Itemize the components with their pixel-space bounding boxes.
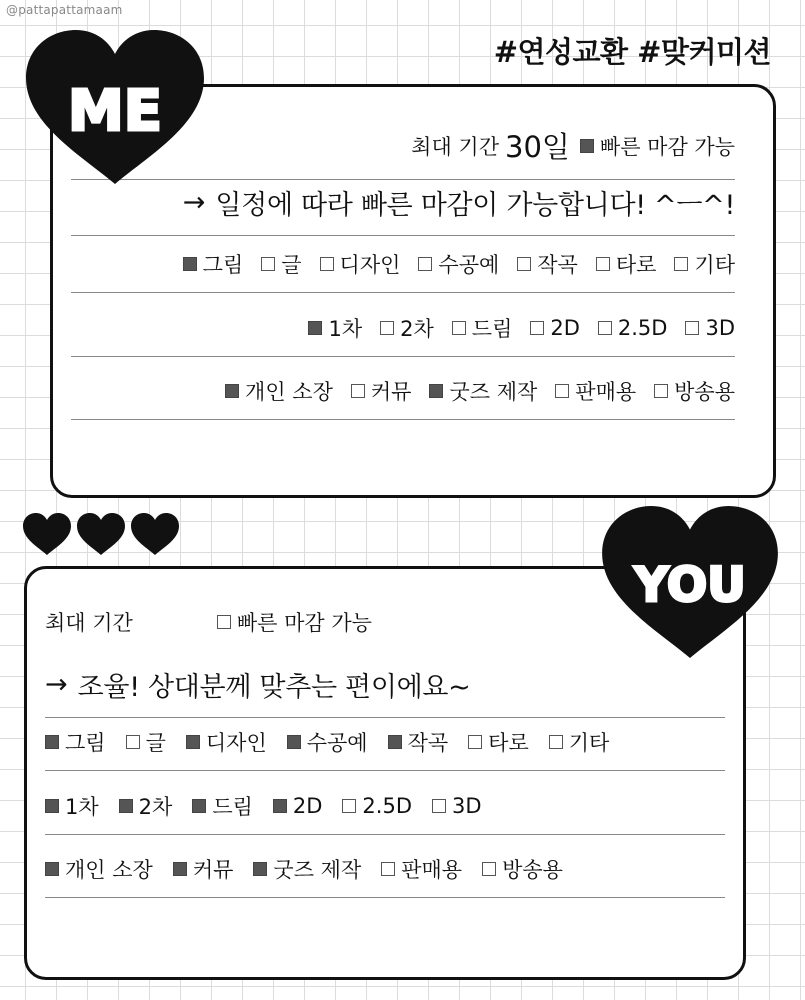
option-label: 글 bbox=[281, 253, 302, 277]
option-item[interactable] bbox=[45, 854, 153, 884]
option-item[interactable] bbox=[530, 316, 580, 340]
option-item[interactable] bbox=[674, 249, 735, 279]
option-label: 판매용 bbox=[401, 858, 463, 882]
option-item[interactable] bbox=[418, 249, 499, 279]
checkbox-icon[interactable] bbox=[45, 862, 59, 876]
you-period-label: 최대 기간 bbox=[45, 611, 133, 635]
option-label: 2차 bbox=[400, 317, 434, 341]
you-sources-row bbox=[45, 791, 725, 821]
option-item[interactable] bbox=[381, 854, 462, 884]
checkbox-icon[interactable] bbox=[596, 257, 610, 271]
checkbox-icon[interactable] bbox=[45, 735, 59, 749]
watermark: @pattapattamaam bbox=[6, 3, 123, 17]
option-item[interactable] bbox=[225, 376, 333, 406]
checkbox-icon[interactable] bbox=[183, 257, 197, 271]
option-item[interactable] bbox=[596, 249, 657, 279]
heart-icon bbox=[22, 512, 72, 556]
page-title: #연성교환 #맞커미션 bbox=[493, 35, 771, 69]
checkbox-icon[interactable] bbox=[418, 257, 432, 271]
me-sources-row bbox=[71, 313, 735, 343]
arrow-icon: → bbox=[45, 669, 68, 700]
option-item[interactable] bbox=[685, 316, 735, 340]
option-label: 굿즈 제작 bbox=[449, 380, 538, 404]
option-label: 방송용 bbox=[502, 858, 563, 882]
me-period-label: 최대 기간 bbox=[411, 134, 499, 159]
option-label: 2.5D bbox=[362, 794, 412, 818]
option-label: 작곡 bbox=[407, 731, 449, 755]
checkbox-icon[interactable] bbox=[119, 799, 133, 813]
option-item[interactable] bbox=[253, 854, 361, 884]
option-item[interactable] bbox=[468, 727, 529, 757]
option-label: 글 bbox=[145, 731, 166, 755]
checkbox-icon[interactable] bbox=[654, 384, 668, 398]
option-item[interactable] bbox=[555, 376, 636, 406]
option-item[interactable] bbox=[261, 249, 301, 279]
option-label: 기타 bbox=[694, 253, 735, 277]
checkbox-icon[interactable] bbox=[261, 257, 275, 271]
option-item[interactable] bbox=[45, 791, 99, 821]
option-item[interactable] bbox=[183, 249, 244, 279]
checkbox-icon[interactable] bbox=[555, 384, 569, 398]
option-label: 디자인 bbox=[339, 253, 401, 277]
option-item[interactable] bbox=[549, 727, 610, 757]
heart-icon bbox=[76, 512, 126, 556]
arrow-icon: → bbox=[182, 187, 206, 218]
option-item[interactable] bbox=[45, 727, 106, 757]
option-item[interactable] bbox=[119, 791, 173, 821]
option-item[interactable] bbox=[517, 249, 578, 279]
checkbox-icon[interactable] bbox=[380, 321, 394, 335]
checkbox-icon[interactable] bbox=[225, 384, 239, 398]
checkbox-icon[interactable] bbox=[530, 321, 544, 335]
checkbox-icon[interactable] bbox=[429, 384, 443, 398]
option-label: 수공예 bbox=[438, 253, 500, 277]
option-label: 수공예 bbox=[306, 731, 368, 755]
option-label: 개인 소장 bbox=[245, 380, 333, 404]
option-item[interactable] bbox=[192, 791, 253, 821]
checkbox-icon[interactable] bbox=[126, 735, 140, 749]
me-note-row bbox=[71, 183, 735, 222]
checkbox-icon[interactable] bbox=[452, 321, 466, 335]
you-rush-option[interactable] bbox=[217, 607, 372, 637]
option-item[interactable] bbox=[173, 854, 234, 884]
option-label: 드림 bbox=[212, 795, 253, 819]
option-label: 타로 bbox=[615, 253, 657, 277]
checkbox-icon[interactable] bbox=[685, 321, 699, 335]
me-types-row bbox=[71, 249, 735, 279]
you-rush-label: 빠른 마감 가능 bbox=[236, 611, 372, 635]
option-item[interactable] bbox=[126, 727, 166, 757]
option-item[interactable] bbox=[380, 313, 434, 343]
checkbox-icon[interactable] bbox=[482, 862, 496, 876]
you-heart-icon bbox=[598, 504, 782, 662]
checkbox-icon[interactable] bbox=[351, 384, 365, 398]
option-label: 3D bbox=[452, 794, 482, 818]
checkbox-icon[interactable] bbox=[598, 321, 612, 335]
option-item[interactable] bbox=[598, 316, 668, 340]
option-label: 개인 소장 bbox=[65, 858, 153, 882]
you-usages-row bbox=[45, 854, 725, 884]
option-label: 드림 bbox=[471, 317, 513, 341]
option-item[interactable] bbox=[287, 727, 368, 757]
me-note: 일정에 따라 빠른 마감이 가능합니다! ^ㅡ^! bbox=[215, 190, 735, 221]
checkbox-icon[interactable] bbox=[517, 257, 531, 271]
option-item[interactable] bbox=[273, 794, 323, 818]
option-item[interactable] bbox=[429, 376, 537, 406]
me-badge-text: ME bbox=[68, 79, 162, 144]
checkbox-icon[interactable] bbox=[45, 799, 59, 813]
option-label: 커뮤 bbox=[192, 858, 234, 882]
option-item[interactable] bbox=[342, 794, 412, 818]
option-item[interactable] bbox=[308, 313, 362, 343]
option-item[interactable] bbox=[432, 794, 482, 818]
option-item[interactable] bbox=[351, 376, 412, 406]
option-label: 2D bbox=[292, 794, 323, 818]
option-label: 타로 bbox=[488, 731, 529, 755]
option-label: 굿즈 제작 bbox=[273, 858, 362, 882]
option-label: 디자인 bbox=[205, 731, 267, 755]
option-label: 2차 bbox=[138, 795, 173, 819]
option-item[interactable] bbox=[388, 727, 449, 757]
option-item[interactable] bbox=[186, 727, 267, 757]
checkbox-icon[interactable] bbox=[287, 735, 301, 749]
option-label: 1차 bbox=[328, 317, 363, 341]
option-label: 기타 bbox=[568, 731, 610, 755]
option-item[interactable] bbox=[452, 313, 513, 343]
checkbox-icon[interactable] bbox=[468, 735, 482, 749]
me-period-value: 30일 bbox=[505, 130, 570, 164]
checkbox-icon[interactable] bbox=[217, 615, 231, 629]
you-note-row bbox=[45, 665, 725, 704]
option-label: 3D bbox=[705, 316, 735, 340]
checkbox-icon[interactable] bbox=[342, 799, 356, 813]
option-label: 그림 bbox=[65, 731, 106, 755]
checkbox-icon[interactable] bbox=[388, 735, 402, 749]
checkbox-icon[interactable] bbox=[381, 862, 395, 876]
option-label: 1차 bbox=[65, 795, 99, 819]
option-label: 2D bbox=[550, 316, 580, 340]
me-rush-label: 빠른 마감 가능 bbox=[599, 134, 735, 159]
you-badge-text: YOU bbox=[634, 557, 746, 613]
option-label: 커뮤 bbox=[370, 380, 412, 404]
checkbox-icon[interactable] bbox=[432, 799, 446, 813]
option-label: 판매용 bbox=[575, 380, 637, 404]
me-heart-icon bbox=[22, 28, 208, 188]
checkbox-icon[interactable] bbox=[580, 139, 594, 153]
heart-icon bbox=[130, 512, 180, 556]
option-label: 그림 bbox=[202, 253, 244, 277]
checkbox-icon[interactable] bbox=[173, 862, 187, 876]
checkbox-icon[interactable] bbox=[192, 799, 206, 813]
checkbox-icon[interactable] bbox=[273, 799, 287, 813]
small-hearts bbox=[22, 512, 184, 556]
option-label: 방송용 bbox=[674, 380, 735, 404]
me-rush-option[interactable] bbox=[580, 131, 735, 161]
checkbox-icon[interactable] bbox=[308, 321, 322, 335]
you-types-row bbox=[45, 727, 725, 757]
option-item[interactable] bbox=[654, 376, 735, 406]
me-usages-row bbox=[71, 376, 735, 406]
checkbox-icon[interactable] bbox=[674, 257, 688, 271]
option-item[interactable] bbox=[482, 854, 563, 884]
checkbox-icon[interactable] bbox=[186, 735, 200, 749]
checkbox-icon[interactable] bbox=[549, 735, 563, 749]
option-label: 2.5D bbox=[617, 316, 668, 340]
checkbox-icon[interactable] bbox=[320, 257, 334, 271]
you-note: 조율! 상대분께 맞추는 편이에요~ bbox=[77, 672, 471, 703]
option-item[interactable] bbox=[320, 249, 401, 279]
option-label: 작곡 bbox=[537, 253, 578, 277]
checkbox-icon[interactable] bbox=[253, 862, 267, 876]
